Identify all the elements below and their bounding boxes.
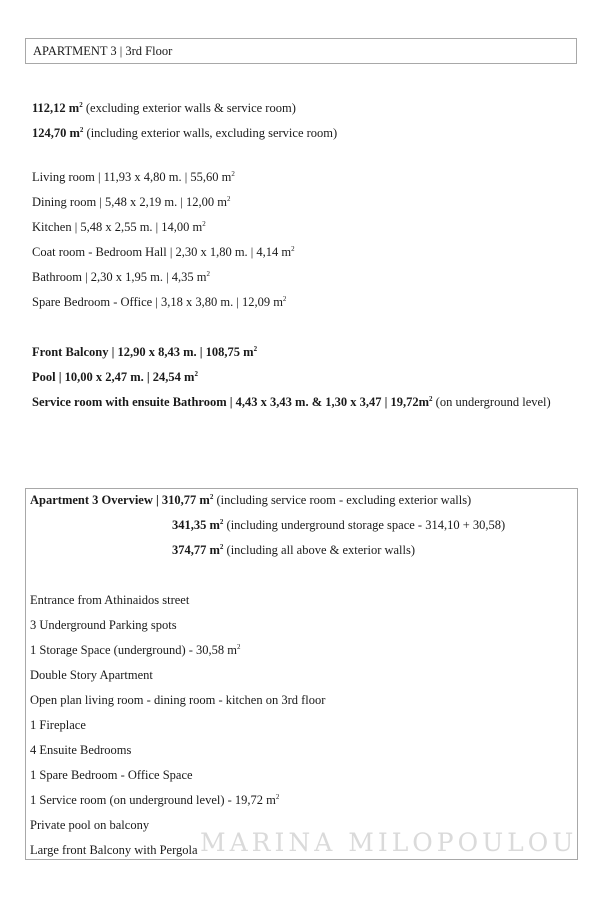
feature-item: Double Story Apartment [30,668,153,682]
feature-list [30,591,325,866]
feature-item: Open plan living room - dining room - kitchen on 3rd floor [30,693,326,707]
feature-item: 1 Spare Bedroom - Office Space [30,768,193,782]
feature-item: 1 Storage Space (underground) - 30,58 $m^2$ [30,643,241,657]
overview-line-storage: 341,35 $m^2$ (including underground storage space - 314,10 + 30,58) [172,518,506,532]
overview-heading-block [30,491,505,566]
feature-item: 1 Fireplace [30,718,86,732]
overview-heading: Apartment 3 Overview | 310,77 $m^2$ (including service room - excluding exterior walls) [30,493,472,507]
feature-item: 3 Underground Parking spots [30,618,177,632]
apartment-header [25,38,577,64]
area-line-excluding: 112,12 $m^2$ (excluding exterior walls & service room) [32,101,296,115]
feature-item: Large front Balcony with Pergola [30,843,198,857]
area-summary [32,99,337,149]
feature-item: Entrance from Athinaidos street [30,593,190,607]
room-list [32,168,295,318]
feature-item: 1 Service room (on underground level) - 19,72 $m^2$ [30,793,280,807]
overview-line-total: 374,77 $m^2$ (including all above & exterior walls) [172,543,416,557]
pool: Pool | 10,00 x 2,47 m. | 24,54 $m^2$ [32,370,198,384]
feature-item: Private pool on balcony [30,818,150,832]
watermark: MARINA MILOPOULOU [200,828,578,857]
feature-item: 4 Ensuite Bedrooms [30,743,132,757]
service-room: Service room with ensuite Bathroom | 4,43 x 3,43 m. & 1,30 x 3,47 | $19,72m^2$ (on underground level) [32,395,551,409]
room-dining: Dining room | 5,48 x 2,19 m. | 12,00 $m^2$ [32,195,231,209]
outdoor-list [32,343,551,418]
room-spare-bedroom: Spare Bedroom - Office | 3,18 x 3,80 m. | 12,09 $m^2$ [32,295,287,309]
room-kitchen: Kitchen | 5,48 x 2,55 m. | 14,00 $m^2$ [32,220,206,234]
area-line-including: 124,70 $m^2$ (including exterior walls, excluding service room) [32,126,338,140]
room-coat-hall: Coat room - Bedroom Hall | 2,30 x 1,80 m. | 4,14 $m^2$ [32,245,295,259]
front-balcony: Front Balcony | 12,90 x 8,43 m. | 108,75 $m^2$ [32,345,258,359]
room-bathroom: Bathroom | 2,30 x 1,95 m. | 4,35 $m^2$ [32,270,210,284]
overview-box [25,488,578,860]
room-living: Living room | 11,93 x 4,80 m. | 55,60 $m^2$ [32,170,235,184]
apartment-title: APARTMENT 3 | 3rd Floor [33,44,173,58]
